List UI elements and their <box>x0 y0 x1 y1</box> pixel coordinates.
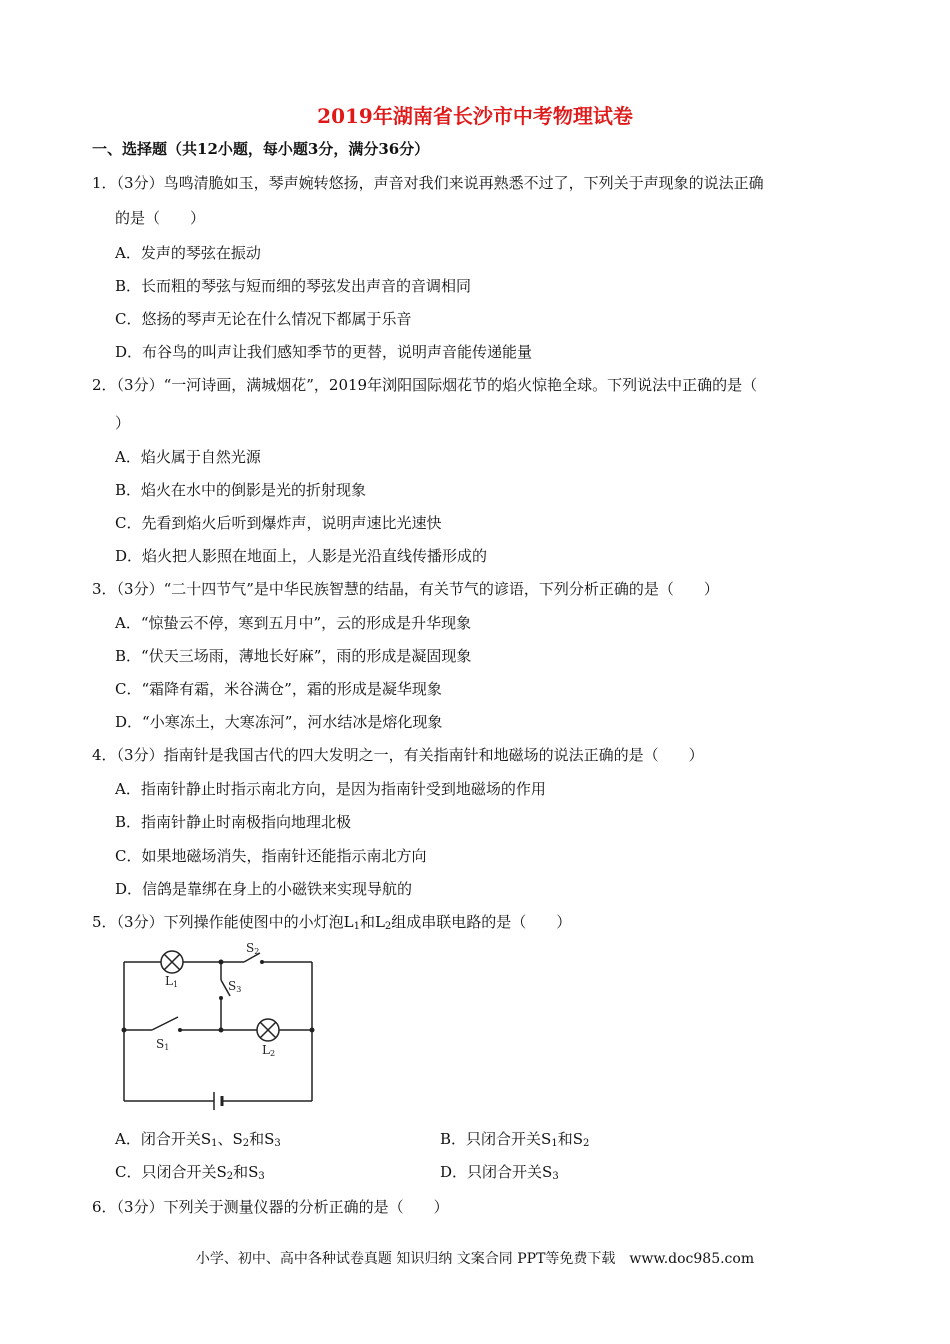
bulb-l1 <box>161 951 183 973</box>
q1-option-c: C．悠扬的琴声无论在什么情况下都属于乐音 <box>115 310 412 328</box>
label-l1: L1 <box>165 974 179 989</box>
q1-option-b: B．长而粗的琴弦与短而细的琴弦发出声音的音调相同 <box>115 277 472 295</box>
q5-option-b: B．只闭合开关$S_1$和$S_2$ <box>440 1130 590 1149</box>
q4-option-a: A．指南针静止时指示南北方向，是因为指南针受到地磁场的作用 <box>115 780 546 798</box>
q1-stem-cont: 的是（ ） <box>115 209 206 227</box>
q3-option-d: D．“小寒冻土，大寒冻河”，河水结冰是熔化现象 <box>115 713 443 731</box>
q2-option-d: D．焰火把人影照在地面上，人影是光沿直线传播形成的 <box>115 547 488 565</box>
q3-stem: 3．（3分）“二十四节气”是中华民族智慧的结晶，有关节气的谚语，下列分析正确的是（ ） <box>92 580 719 598</box>
q1-stem: 1．（3分）鸟鸣清脆如玉，琴声婉转悠扬，声音对我们来说再熟悉不过了，下列关于声现象的说法正确 <box>92 174 764 192</box>
circuit-diagram <box>118 940 318 1110</box>
q2-option-a: A．焰火属于自然光源 <box>115 448 261 466</box>
q6-stem: 6．（3分）下列关于测量仪器的分析正确的是（ ） <box>92 1198 449 1216</box>
section-heading: 一、选择题（共12小题，每小题3分，满分36分） <box>92 140 430 158</box>
bulb-l2 <box>257 1019 279 1041</box>
footer: 小学、初中、高中各种试卷真题 知识归纳 文案合同 PPT等免费下载 www.doc985.com <box>195 1251 755 1267</box>
q2-stem: 2．（3分）“一河诗画，满城烟花”，2019年浏阳国际烟花节的焰火惊艳全球。下列说法中正确的是（ <box>92 376 758 394</box>
q2-option-c: C．先看到焰火后听到爆炸声，说明声速比光速快 <box>115 514 442 532</box>
q3-option-b: B．“伏天三场雨，薄地长好麻”，雨的形成是凝固现象 <box>115 647 472 665</box>
label-s2: S2 <box>246 941 260 956</box>
q5-option-a: A．闭合开关$S_1$、$S_2$和$S_3$ <box>115 1130 281 1149</box>
q4-option-b: B．指南针静止时南极指向地理北极 <box>115 813 352 831</box>
label-l2: L2 <box>262 1043 276 1058</box>
label-s1: S1 <box>156 1037 170 1052</box>
q5-option-d: D．只闭合开关$S_3$ <box>440 1163 559 1182</box>
page-title: 2019年湖南省长沙市中考物理试卷 <box>317 104 633 128</box>
q4-option-c: C．如果地磁场消失，指南针还能指示南北方向 <box>115 847 427 865</box>
q2-option-b: B．焰火在水中的倒影是光的折射现象 <box>115 481 367 499</box>
q2-stem-cont: ） <box>115 414 131 432</box>
label-s3: S3 <box>228 979 242 994</box>
q3-option-a: A．“惊蛰云不停，寒到五月中”，云的形成是升华现象 <box>115 614 472 632</box>
q3-option-c: C．“霜降有霜，米谷满仓”，霜的形成是凝华现象 <box>115 680 442 698</box>
q5-stem: 5．（3分）下列操作能使图中的小灯泡$L_1$和$L_2$组成串联电路的是（ ） <box>92 913 572 932</box>
q1-option-d: D．布谷鸟的叫声让我们感知季节的更替，说明声音能传递能量 <box>115 343 533 361</box>
q4-stem: 4．（3分）指南针是我国古代的四大发明之一，有关指南针和地磁场的说法正确的是（ ） <box>92 746 704 764</box>
q4-option-d: D．信鸽是靠绑在身上的小磁铁来实现导航的 <box>115 880 413 898</box>
q5-option-c: C．只闭合开关$S_2$和$S_3$ <box>115 1163 265 1182</box>
q1-option-a: A．发声的琴弦在振动 <box>115 244 261 262</box>
battery <box>214 1092 222 1110</box>
